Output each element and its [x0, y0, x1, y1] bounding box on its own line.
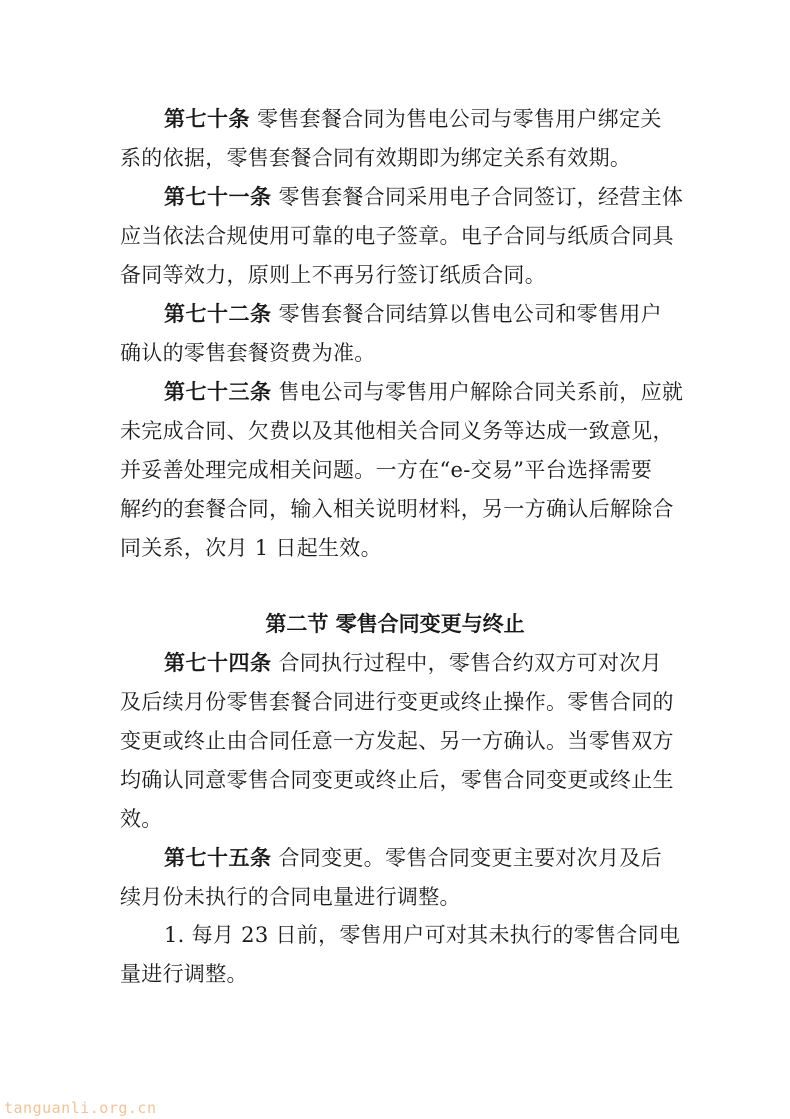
article-72-label: 第七十二条: [164, 301, 272, 326]
article-70-text: 零售套餐合同为售电公司与零售用户绑定关: [256, 107, 662, 131]
article-75-label: 第七十五条: [164, 845, 272, 870]
article-75: [120, 838, 680, 917]
article-73-line: 解约的套餐合同，输入相关说明材料，另一方确认后解除合: [120, 497, 674, 521]
article-73-line: 并妥善处理完成相关问题。一方在“e-交易”平台选择需要: [120, 458, 653, 482]
watermark: tanguanli.org.cn: [4, 1099, 157, 1117]
item-1-line: 量进行调整。: [120, 962, 248, 986]
article-71-line: 应当依法合规使用可靠的电子签章。电子合同与纸质合同具: [120, 224, 674, 248]
article-74-line: 效。: [120, 807, 163, 831]
article-74: [120, 643, 680, 839]
article-73-line: 未完成合同、欠费以及其他相关合同义务等达成一致意见，: [120, 419, 674, 443]
article-73-line: 同关系，次月 1 日起生效。: [120, 536, 382, 560]
article-72: [120, 294, 680, 373]
article-75-text: 合同变更。零售合同变更主要对次月及后: [278, 846, 662, 870]
article-72-text: 零售套餐合同结算以售电公司和零售用户: [278, 302, 662, 326]
article-71-text: 零售套餐合同采用电子合同签订，经营主体: [278, 185, 684, 209]
article-74-text: 合同执行过程中，零售合约双方可对次月: [278, 651, 662, 675]
article-74-line: 变更或终止由合同任意一方发起、另一方确认。当零售双方: [120, 729, 674, 753]
item-1: [120, 916, 680, 994]
article-71-label: 第七十一条: [164, 184, 272, 209]
item-1-text: 1. 每月 23 日前，零售用户可对其未执行的零售合同电: [164, 923, 681, 947]
article-74-label: 第七十四条: [164, 650, 272, 675]
article-72-line: 确认的零售套餐资费为准。: [120, 341, 376, 365]
article-73-text: 售电公司与零售用户解除合同关系前，应就: [278, 380, 684, 404]
article-70-line: 系的依据，零售套餐合同有效期即为绑定关系有效期。: [120, 146, 632, 170]
article-70-label: 第七十条: [164, 106, 250, 131]
section-heading: 第二节 零售合同变更与终止: [265, 611, 525, 636]
article-73: [120, 372, 684, 568]
article-75-line: 续月份未执行的合同电量进行调整。: [120, 885, 461, 909]
article-71-line: 备同等效力，原则上不再另行签订纸质合同。: [120, 263, 546, 287]
article-71: [120, 177, 684, 295]
article-70: [120, 99, 680, 178]
article-74-line: 及后续月份零售套餐合同进行变更或终止操作。零售合同的: [120, 690, 674, 714]
article-74-line: 均确认同意零售合同变更或终止后，零售合同变更或终止生: [120, 768, 674, 792]
article-73-label: 第七十三条: [164, 379, 272, 404]
